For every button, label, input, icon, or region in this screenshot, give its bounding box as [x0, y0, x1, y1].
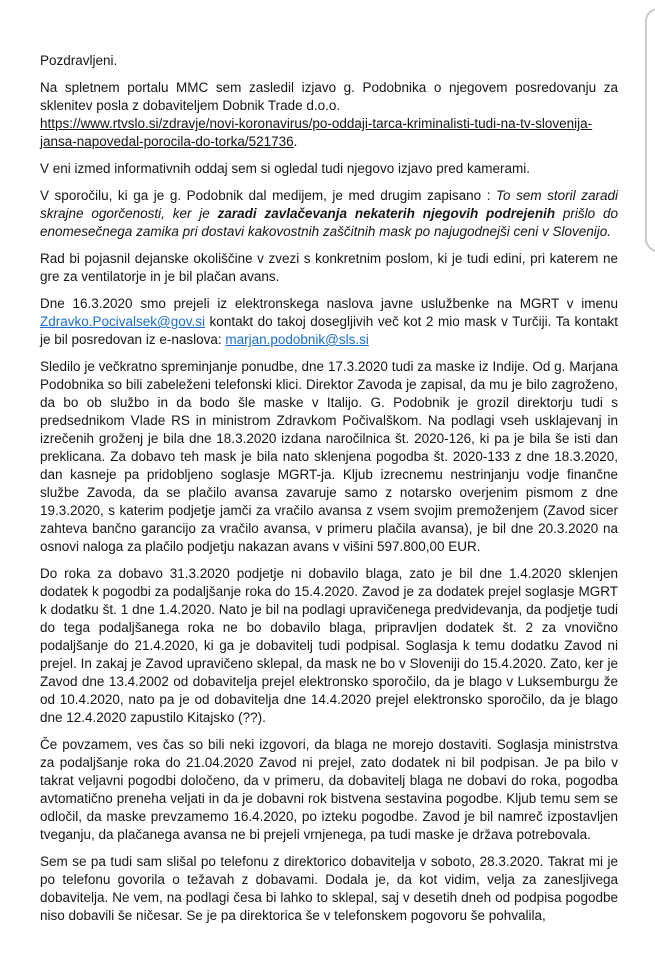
document-paragraph [40, 160, 618, 178]
text-run: prišlo do enomesečnega zamika pri dostavi kakovostnih zaščitnih mask po najugodnejši ceni v Slovenijo. [40, 206, 618, 239]
document-paragraph [40, 52, 618, 70]
document-paragraph [40, 565, 618, 727]
text-run: kontakt do takoj dosegljivih več kot 2 mio mask v Turčiji. Ta kontakt je bil posredovan iz e-naslova: [40, 314, 618, 347]
text-run: . [293, 134, 298, 149]
document-paragraph [40, 187, 618, 241]
text-run: Če povzamem, ves čas so bili neki izgovori, da blaga ne morejo dostaviti. Soglasja ministrstva za podaljšanje roka do 21.04.2020 Zavod ni prejel, zato dodatek ni bil podpisan. Je pa bilo v takrat veljavni pogodbi določeno, da v primeru, da dobavitelj blaga ne dobavi do roka, pogodba avtomatično preneha veljati in da je dobavni rok bistvena sestavina pogodbe. Kljub temu sem se odločil, da maske prevzamemo 16.4.2020, po izteku pogodbe. Zavod je bil namreč izpostavljen tveganju, da plačanega avansa ne bi prejeli vrnjenega, pa tudi maske je država potrebovala. [40, 737, 618, 842]
document-paragraph [40, 295, 618, 349]
text-run: V eni izmed informativnih oddaj sem si ogledal tudi njegovo izjavo pred kamerami. [40, 161, 530, 176]
sls-email-link[interactable]: marjan.podobnik@sls.si [225, 332, 369, 347]
document-paragraph [40, 79, 618, 151]
scrollbar-thumb-outline[interactable] [645, 8, 655, 252]
document-paragraph [40, 358, 618, 556]
text-run: zaradi zavlačevanja nekaterih njegovih podrejenih [217, 206, 556, 221]
text-run: V sporočilu, ki ga je g. Podobnik dal medijem, je med drugim zapisano : [40, 188, 497, 203]
document-paragraph [40, 736, 618, 844]
text-run: Do roka za dobavo 31.3.2020 podjetje ni dobavilo blaga, zato je bil dne 1.4.2020 sklenjen dodatek k pogodbi za podaljšanje roka do 15.4.2020. Zavod je za dodatek prejel soglasje MGRT k dodatku št. 1 dne 1.4.2020. Nato je bil na podlagi upravičenega predvidevanja, da podjetje tudi do tega podaljšanega roka ne bo dobavilo blaga, pripravljen dodatek št. 2 za vnovično podaljšanje do 21.4.2020, ki ga je dobavitelj tudi podpisal. Soglasja k temu dodatku Zavod ni prejel. In zakaj je Zavod upravičeno sklepal, da mask ne bo v Sloveniji do 15.4.2020. Zato, ker je Zavod dne 13.4.2002 od dobavitelja prejel elektronsko sporočilo, da je blago v Luksemburgu že od 10.4.2020, nato pa je od dobavitelja dne 14.4.2020 prejel elektronsko sporočilo, da je blago dne 12.4.2020 zapustilo Kitajsko (??). [40, 566, 618, 725]
text-run: Pozdravljeni. [40, 53, 118, 68]
document-paragraph [40, 853, 618, 925]
text-run: Dne 16.3.2020 smo prejeli iz elektronskega naslova javne uslužbenke na MGRT v imenu [40, 296, 618, 311]
document-paragraph [40, 250, 618, 286]
document-body [40, 52, 618, 934]
text-run: Rad bi pojasnil dejanske okoliščine v zvezi s konkretnim poslom, ki je tudi edini, pri katerem ne gre za ventilatorje in je bil plačan avans. [40, 251, 618, 284]
text-run: Sledilo je večkratno spreminjanje ponudbe, dne 17.3.2020 tudi za maske iz Indije. Od g. Marjana Podobnika so bili zabeleženi telefonski klici. Direktor Zavoda je zapisal, da mu je bilo zagroženo, da bo ob službo in da bodo šle maske v Italijo. G. Podobnik je grozil direktorju tudi s predsednikom Vlade RS in ministrom Zdravkom Počivalškom. Na podlagi vseh usklajevanj in izrečenih groženj je bila dne 18.3.2020 izdana naročilnica št. 2020-126, ki pa je bila še isti dan preklicana. Za dobavo teh mask je bila nato sklenjena pogodba št. 2020-133 z dne 18.3.2020, dan kasneje pa pridobljeno soglasje MGRT-ja. Kljub izrecnemu nestrinjanju vodje finančne službe Zavoda, da se plačilo avansa zavaruje samo z notarsko overjenim pismom z dne 19.3.2020, s katerim podjetje jamči za vračilo avansa z vsem svojim premoženjem (Zavod sicer zahteva bančno garancijo za vračilo avansa, v primeru plačila avansa), je bil dne 20.3.2020 na osnovi naloga za plačilo podjetju nakazan avans v višini 597.800,00 EUR. [40, 359, 618, 554]
text-run: To sem storil zaradi skrajne ogorčenosti, ker je [40, 188, 618, 221]
text-run: Na spletnem portalu MMC sem zasledil izjavo g. Podobnika o njegovem posredovanju za sklenitev posla z dobaviteljem Dobnik Trade d.o.o. [40, 80, 618, 113]
text-run: Sem se pa tudi sam slišal po telefonu z direktorico dobavitelja v soboto, 28.3.2020. Takrat mi je po telefonu govorila o težavah z dobavami. Dodala je, da kot vidim, velja za zanesljivega dobavitelja. Ne vem, na podlagi česa bi lahko to sklepal, saj v desetih dneh od podpisa pogodbe niso dobavili še ničesar. Se je pa direktorica še v telefonskem pogovoru še pohvalila, [40, 854, 618, 923]
gov-email-link[interactable]: Zdravko.Pocivalsek@gov.si [40, 314, 206, 329]
rtvslo-article-link[interactable]: https://www.rtvslo.si/zdravje/novi-koronavirus/po-oddaji-tarca-kriminalisti-tudi-na-tv-slovenija-jansa-napovedal-porocila-do-torka/521736 [40, 116, 593, 149]
